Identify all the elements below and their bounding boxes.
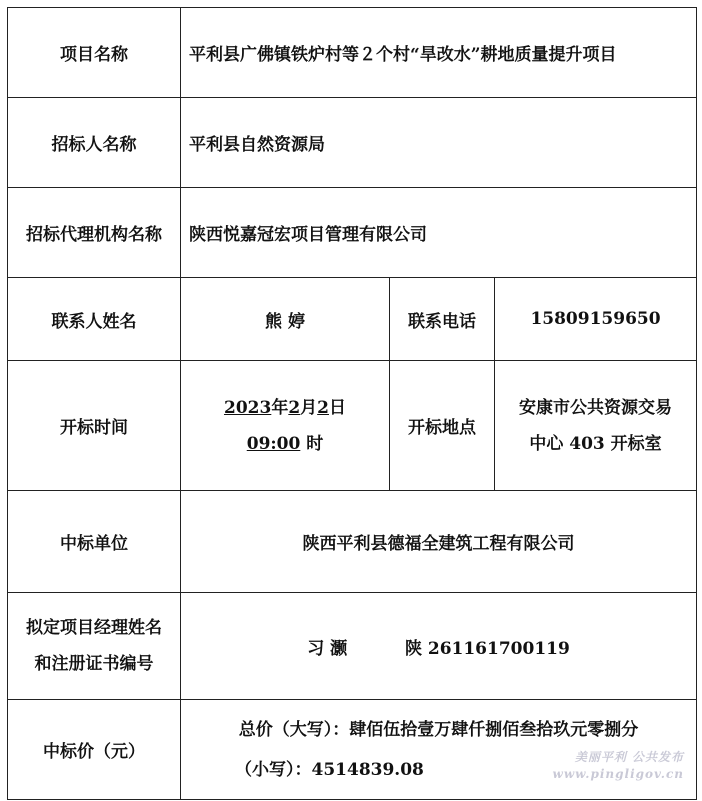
tenderer-label: 招标人名称 [8,98,181,188]
manager-label-line2: 和注册证书编号 [34,654,154,674]
opening-place-line1: 安康市公共资源交易 [519,397,672,418]
tenderer-value: 平利县自然资源局 [181,98,697,188]
price-upper-value: 肆佰伍拾壹万肆仟捌佰叁拾玖元零捌分 [349,719,639,740]
contact-name-value: 熊 婷 [181,278,390,361]
opening-place-label: 开标地点 [390,361,495,491]
watermark [552,749,684,783]
time-unit: 时 [306,433,324,454]
row-agency [8,188,697,278]
watermark-line1: 美丽平利 公共发布 [574,750,684,764]
row-contact [8,278,697,361]
price-label: 中标价（元） [8,700,181,800]
bid-result-table [7,7,697,800]
manager-name: 习 灏 [307,638,348,659]
row-project-name [8,8,697,98]
contact-phone-label: 联系电话 [390,278,495,361]
row-manager [8,593,697,700]
agency-value: 陕西悦嘉冠宏项目管理有限公司 [181,188,697,278]
opening-time-label: 开标时间 [8,361,181,491]
project-name-label: 项目名称 [8,8,181,98]
price-lower-label: （小写）： [235,759,312,780]
price-upper-label: 总价（大写）： [238,719,350,740]
opening-month: 2 [288,397,301,418]
manager-label-line1: 拟定项目经理姓名 [26,618,162,638]
watermark-line2: www.pingligov.cn [552,767,684,781]
day-unit: 日 [329,397,346,418]
opening-day: 2 [317,397,329,418]
opening-place-line2: 中心 403 开标室 [529,433,662,454]
opening-place-value [495,361,697,491]
row-opening [8,361,697,491]
opening-date [187,390,383,426]
opening-hour [187,426,383,462]
manager-cert: 陕 261161700119 [404,638,570,659]
price-lower-value: 4514839.08 [311,759,424,780]
opening-time: 09:00 [246,433,301,454]
row-winner [8,491,697,593]
agency-label: 招标代理机构名称 [8,188,181,278]
price-upper [187,710,690,750]
row-tenderer [8,98,697,188]
manager-label [8,593,181,700]
contact-name-label: 联系人姓名 [8,278,181,361]
opening-time-value [181,361,390,491]
winner-value: 陕西平利县德福全建筑工程有限公司 [181,491,697,593]
winner-label: 中标单位 [8,491,181,593]
manager-value [181,593,697,700]
contact-phone-value: 15809159650 [495,278,697,361]
year-unit: 年 [271,397,289,418]
opening-year: 2023 [223,397,272,418]
project-name-value: 平利县广佛镇铁炉村等２个村“旱改水”耕地质量提升项目 [181,8,697,98]
month-unit: 月 [300,397,318,418]
